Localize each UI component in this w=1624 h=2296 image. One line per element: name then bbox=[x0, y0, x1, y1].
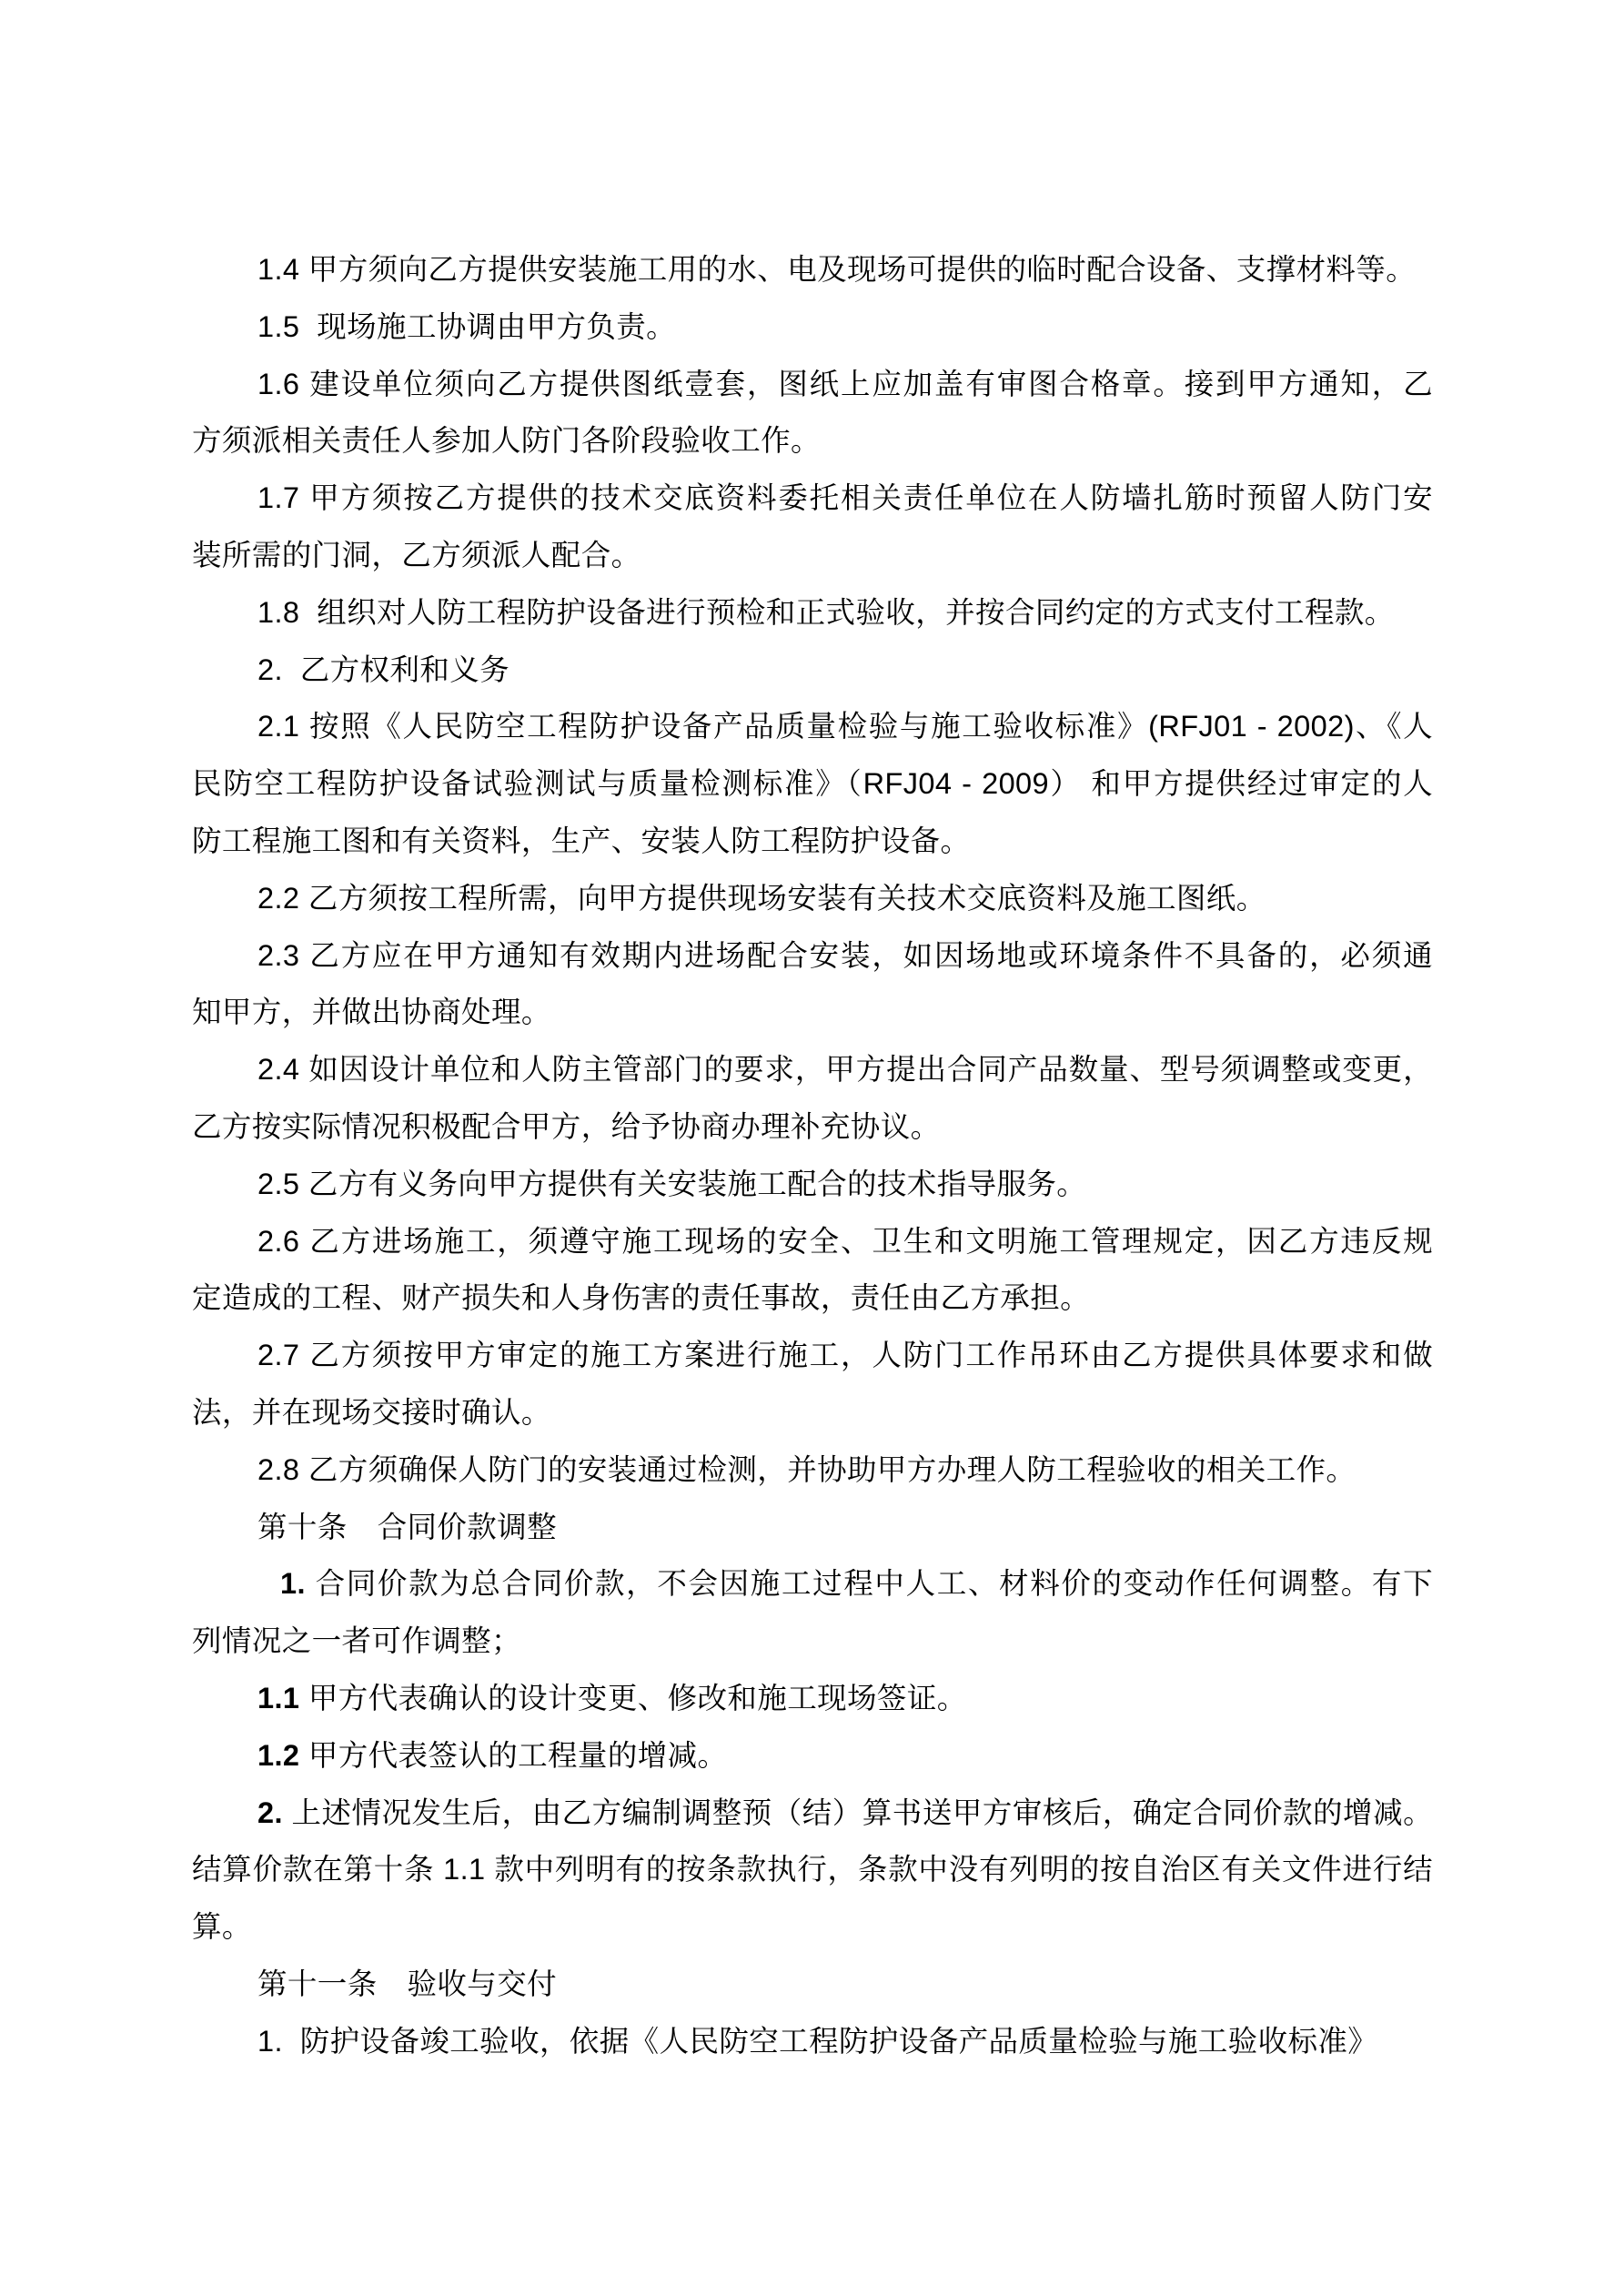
line-text: 方须派相关责任人参加人防门各阶段验收工作。 bbox=[192, 424, 821, 458]
line-text: 1.8 组织对人防工程防护设备进行预检和正式验收，并按合同约定的方式支付工程款。 bbox=[257, 595, 1395, 629]
text-line bbox=[192, 298, 1433, 356]
text-line bbox=[192, 755, 1433, 813]
line-text: 2.5 乙方有义务向甲方提供有关安装施工配合的技术指导服务。 bbox=[257, 1167, 1087, 1200]
line-text: 算。 bbox=[192, 1910, 252, 1944]
line-text: 第十一条 验收与交付 bbox=[257, 1967, 558, 2000]
line-text: 甲方代表确认的设计变更、修改和施工现场签证。 bbox=[299, 1681, 967, 1714]
text-line bbox=[192, 1898, 1433, 1956]
text-line bbox=[192, 870, 1433, 927]
line-text: 2.1 按照《人民防空工程防护设备产品质量检验与施工验收标准》(RFJ01 - 2002)、《人 bbox=[257, 710, 1433, 743]
text-line bbox=[192, 813, 1433, 870]
line-text: 定造成的工程、财产损失和人身伤害的责任事故，责任由乙方承担。 bbox=[192, 1281, 1091, 1315]
line-text: 知甲方，并做出协商处理。 bbox=[192, 996, 551, 1029]
document-body bbox=[0, 241, 1624, 2070]
line-text: 1. 防护设备竣工验收，依据《人民防空工程防护设备产品质量检验与施工验收标准》 bbox=[257, 2024, 1378, 2058]
line-text: 2.4 如因设计单位和人防主管部门的要求，甲方提出合同产品数量、型号须调整或变更， bbox=[257, 1053, 1433, 1087]
line-text: 甲方代表签认的工程量的增减。 bbox=[299, 1738, 728, 1772]
line-text: 上述情况发生后，由乙方编制调整预（结）算书送甲方审核后，确定合同价款的增减。 bbox=[282, 1795, 1433, 1829]
text-line bbox=[192, 527, 1433, 584]
line-text: 2. 乙方权利和义务 bbox=[257, 652, 510, 686]
text-line bbox=[192, 1041, 1433, 1098]
line-text: 民防空工程防护设备试验测试与质量检测标准》（RFJ04 - 2009） 和甲方提供经过审定的人 bbox=[192, 767, 1433, 801]
text-line bbox=[192, 1156, 1433, 1213]
line-text: 1.5 现场施工协调由甲方负责。 bbox=[257, 309, 677, 343]
text-line bbox=[192, 642, 1433, 699]
text-line bbox=[192, 241, 1433, 298]
text-line bbox=[192, 1785, 1433, 1842]
line-text: 2.8 乙方须确保人防门的安装通过检测，并协助甲方办理人防工程验收的相关工作。 bbox=[257, 1452, 1357, 1486]
line-text: 1.7 甲方须按乙方提供的技术交底资料委托相关责任单位在人防墙扎筋时预留人防门安 bbox=[257, 481, 1433, 515]
clause-number: 2. bbox=[257, 1795, 283, 1829]
text-line bbox=[192, 1327, 1433, 1384]
line-text: 乙方按实际情况积极配合甲方，给予协商办理补充协议。 bbox=[192, 1109, 941, 1143]
line-text: 1.4 甲方须向乙方提供安装施工用的水、电及现场可提供的临时配合设备、支撑材料等。 bbox=[257, 253, 1417, 286]
text-line bbox=[192, 1841, 1433, 1898]
text-line bbox=[192, 470, 1433, 527]
line-text: 列情况之一者可作调整； bbox=[192, 1624, 521, 1658]
text-line bbox=[192, 356, 1433, 413]
line-text: 合同价款为总合同价款，不会因施工过程中人工、材料价的变动作任何调整。有下 bbox=[305, 1567, 1433, 1601]
line-text: 1.6 建设单位须向乙方提供图纸壹套，图纸上应加盖有审图合格章。接到甲方通知，乙 bbox=[257, 367, 1433, 400]
text-line bbox=[192, 1670, 1433, 1727]
text-line bbox=[192, 1956, 1433, 2013]
text-line bbox=[192, 1613, 1433, 1670]
text-line bbox=[192, 1269, 1433, 1327]
text-line bbox=[192, 1213, 1433, 1270]
text-line bbox=[192, 412, 1433, 470]
text-line bbox=[192, 1727, 1433, 1785]
text-line bbox=[192, 584, 1433, 642]
line-text: 2.7 乙方须按甲方审定的施工方案进行施工，人防门工作吊环由乙方提供具体要求和做 bbox=[257, 1339, 1433, 1372]
text-line bbox=[192, 1441, 1433, 1499]
text-line bbox=[192, 1499, 1433, 1556]
line-text: 防工程施工图和有关资料，生产、安装人防工程防护设备。 bbox=[192, 824, 971, 857]
clause-number: 1.1 bbox=[257, 1681, 300, 1714]
line-text: 第十条 合同价款调整 bbox=[257, 1510, 558, 1543]
line-text: 法，并在现场交接时确认。 bbox=[192, 1395, 551, 1429]
line-text: 结算价款在第十条 1.1 款中列明有的按条款执行，条款中没有列明的按自治区有关文件进行结 bbox=[192, 1853, 1433, 1886]
text-line bbox=[192, 927, 1433, 985]
text-line bbox=[192, 984, 1433, 1041]
line-text: 2.2 乙方须按工程所需，向甲方提供现场安装有关技术交底资料及施工图纸。 bbox=[257, 881, 1266, 915]
line-text: 2.3 乙方应在甲方通知有效期内进场配合安装，如因场地或环境条件不具备的，必须通 bbox=[257, 938, 1433, 972]
text-line bbox=[192, 1098, 1433, 1156]
text-line bbox=[192, 698, 1433, 755]
line-text: 2.6 乙方进场施工，须遵守施工现场的安全、卫生和文明施工管理规定，因乙方违反规 bbox=[257, 1224, 1433, 1258]
text-line bbox=[192, 1384, 1433, 1441]
clause-number: 1.2 bbox=[257, 1738, 300, 1772]
clause-number: 1. bbox=[280, 1567, 306, 1601]
text-line bbox=[192, 1555, 1433, 1613]
line-text: 装所需的门洞，乙方须派人配合。 bbox=[192, 538, 641, 571]
text-line bbox=[192, 2013, 1433, 2070]
